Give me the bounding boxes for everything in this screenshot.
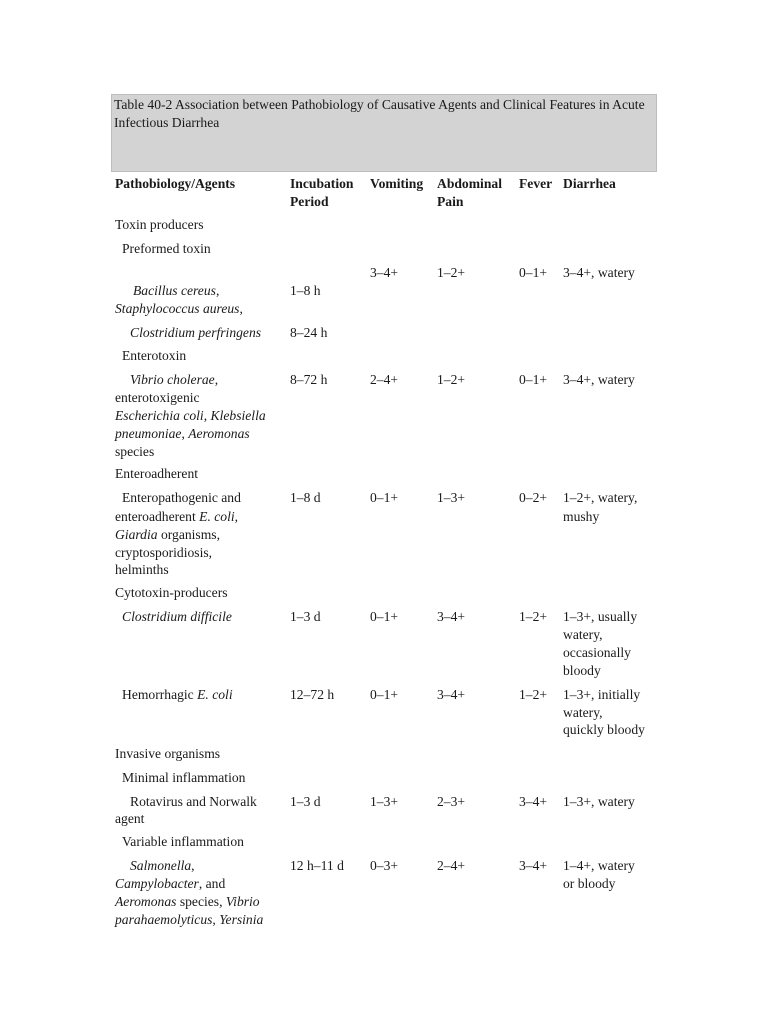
enterotoxin-fever: 0–1+ [519,372,548,387]
header-incubation-line2: Period [290,194,329,209]
cdiff-diarrhea-line3: occasionally [563,645,631,660]
enteroadherent-agent-line1: Enteropathogenic and [122,490,241,505]
hemorrhagic-diarrhea-line3: quickly bloody [563,722,645,737]
preformed-incubation-2: 8–24 h [290,325,328,340]
enteroadherent-diarrhea-line2: mushy [563,509,600,524]
rotavirus-vomiting: 1–3+ [370,794,399,809]
salmonella-diarrhea-line1: 1–4+, watery [563,858,635,873]
rotavirus-diarrhea: 1–3+, watery [563,794,635,809]
agent-hemorrhagic-ecoli: Hemorrhagic E. coli [122,687,233,702]
agent-clostridium-perfringens: Clostridium perfringens [130,325,262,340]
agent-staphylococcus-aureus: Staphylococcus aureus, [115,301,243,316]
header-abdominal-line1: Abdominal [437,176,502,191]
hemorrhagic-incubation: 12–72 h [290,687,335,702]
preformed-fever: 0–1+ [519,265,548,280]
header-fever: Fever [519,176,553,191]
hemorrhagic-abdominal: 3–4+ [437,687,466,702]
table-caption: Table 40-2 Association between Pathobiology of Causative Agents and Clinical Features in Acute Infectious Diarrhea [111,94,657,172]
salmonella-agent-line4: parahaemolyticus, Yersinia [115,912,264,927]
hemorrhagic-diarrhea-line2: watery, [563,705,603,720]
hemorrhagic-diarrhea-line1: 1–3+, initially [563,687,641,702]
header-agents: Pathobiology/Agents [115,176,236,191]
enteroadherent-agent-line2: enteroadherent E. coli, [115,509,239,524]
enterotoxin-vomiting: 2–4+ [370,372,399,387]
cdiff-fever: 1–2+ [519,609,548,624]
section-invasive-organisms: Invasive organisms [115,746,221,761]
header-abdominal-line2: Pain [437,194,464,209]
subsection-variable-inflammation: Variable inflammation [122,834,244,849]
subsection-minimal-inflammation: Minimal inflammation [122,770,246,785]
enterotoxin-agent-line2: enterotoxigenic [115,390,200,405]
rotavirus-agent-line2: agent [115,811,145,826]
cdiff-diarrhea-line2: watery, [563,627,603,642]
enterotoxin-incubation: 8–72 h [290,372,328,387]
header-incubation-line1: Incubation [290,176,354,191]
salmonella-agent-line1: Salmonella, [130,858,195,873]
cdiff-incubation: 1–3 d [290,609,321,624]
enterotoxin-diarrhea: 3–4+, watery [563,372,635,387]
cdiff-vomiting: 0–1+ [370,609,399,624]
section-toxin-producers: Toxin producers [115,217,204,232]
preformed-incubation-1: 1–8 h [290,283,321,298]
subsection-preformed-toxin: Preformed toxin [122,241,211,256]
salmonella-vomiting: 0–3+ [370,858,399,873]
preformed-abdominal: 1–2+ [437,265,466,280]
enterotoxin-abdominal: 1–2+ [437,372,466,387]
salmonella-agent-line2: Campylobacter, and [115,876,226,891]
enteroadherent-abdominal: 1–3+ [437,490,466,505]
preformed-vomiting: 3–4+ [370,265,399,280]
enteroadherent-agent-line3: Giardia organisms, [115,527,220,542]
salmonella-incubation: 12 h–11 d [290,858,344,873]
enteroadherent-vomiting: 0–1+ [370,490,399,505]
salmonella-diarrhea-line2: or bloody [563,876,616,891]
hemorrhagic-fever: 1–2+ [519,687,548,702]
salmonella-agent-line3: Aeromonas species, Vibrio [115,894,260,909]
header-vomiting: Vomiting [370,176,424,191]
subsection-enterotoxin: Enterotoxin [122,348,187,363]
enteroadherent-diarrhea-line1: 1–2+, watery, [563,490,638,505]
rotavirus-incubation: 1–3 d [290,794,321,809]
salmonella-fever: 3–4+ [519,858,548,873]
cdiff-diarrhea-line4: bloody [563,663,601,678]
salmonella-abdominal: 2–4+ [437,858,466,873]
header-diarrhea: Diarrhea [563,176,616,191]
section-enteroadherent: Enteroadherent [115,466,199,481]
enteroadherent-incubation: 1–8 d [290,490,321,505]
agent-vibrio-cholerae: Vibrio cholerae, [130,372,219,387]
cdiff-abdominal: 3–4+ [437,609,466,624]
rotavirus-fever: 3–4+ [519,794,548,809]
hemorrhagic-vomiting: 0–1+ [370,687,399,702]
enterotoxin-agent-line3: Escherichia coli, Klebsiella [115,408,266,423]
rotavirus-agent-line1: Rotavirus and Norwalk [130,794,257,809]
preformed-diarrhea: 3–4+, watery [563,265,635,280]
enteroadherent-fever: 0–2+ [519,490,548,505]
enterotoxin-agent-line5: species [115,444,155,459]
agent-clostridium-difficile: Clostridium difficile [122,609,232,624]
enterotoxin-agent-line4: pneumoniae, Aeromonas [115,426,250,441]
agent-bacillus-cereus: Bacillus cereus, [133,283,220,298]
enteroadherent-agent-line5: helminths [115,562,169,577]
section-cytotoxin-producers: Cytotoxin-producers [115,585,228,600]
cdiff-diarrhea-line1: 1–3+, usually [563,609,638,624]
enteroadherent-agent-line4: cryptosporidiosis, [115,545,213,560]
rotavirus-abdominal: 2–3+ [437,794,466,809]
